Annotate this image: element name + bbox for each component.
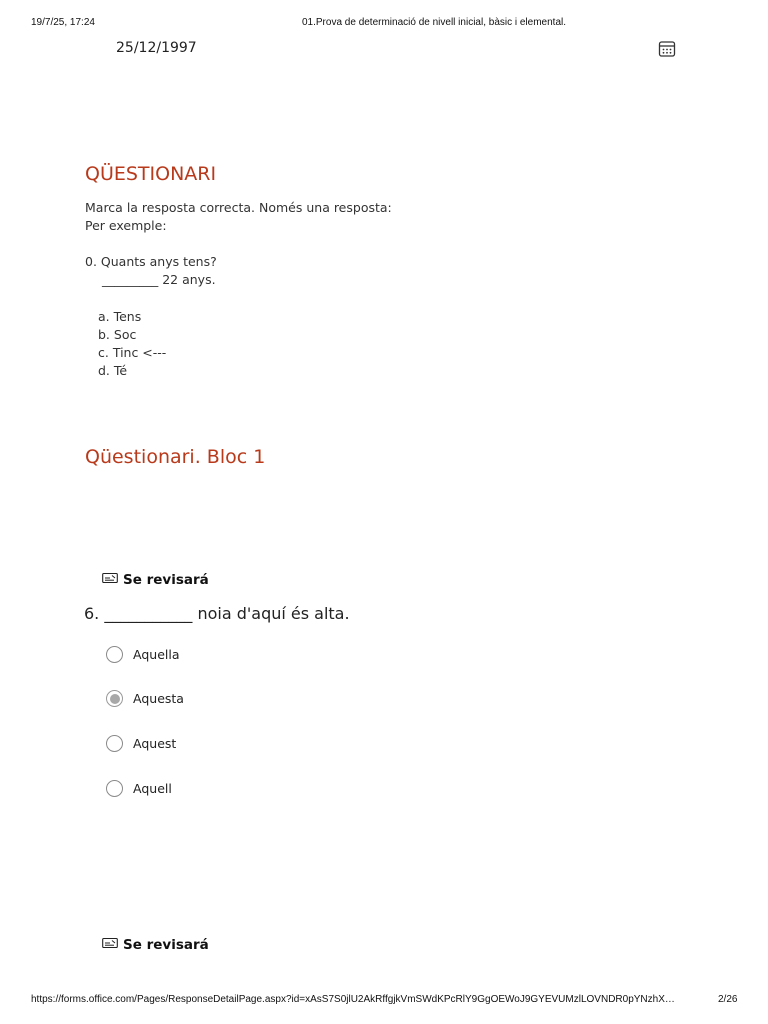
review-icon bbox=[102, 937, 118, 953]
radio-button[interactable] bbox=[106, 735, 123, 752]
choice-option[interactable] bbox=[106, 646, 179, 663]
footer-url: https://forms.office.com/Pages/ResponseDetailPage.aspx?id=xAsS7S0jlU2AkRffgjkVmSWdKPcRlY9GgOEWoJ9GYEVUMzlLOVNDR0pYNzhX… bbox=[31, 994, 675, 1005]
radio-button-selected[interactable] bbox=[106, 690, 123, 707]
review-badge bbox=[102, 937, 209, 953]
choice-option[interactable] bbox=[106, 780, 172, 797]
example-label: Per exemple: bbox=[85, 218, 167, 233]
print-datetime: 19/7/25, 17:24 bbox=[31, 17, 95, 28]
radio-button[interactable] bbox=[106, 646, 123, 663]
calendar-icon[interactable] bbox=[658, 40, 676, 58]
review-badge bbox=[102, 572, 209, 588]
example-question: 0. Quants anys tens? bbox=[85, 254, 217, 269]
example-option: c. Tinc <--- bbox=[98, 345, 167, 360]
questionnaire-title: QÜESTIONARI bbox=[85, 163, 217, 185]
instruction-text: Marca la resposta correcta. Només una resposta: bbox=[85, 200, 392, 215]
review-icon bbox=[102, 572, 118, 588]
example-option: b. Soc bbox=[98, 327, 137, 342]
choice-option[interactable] bbox=[106, 690, 184, 707]
bloc-title: Qüestionari. Bloc 1 bbox=[85, 446, 266, 468]
question-6-text: 6. ___________ noia d'aquí és alta. bbox=[84, 604, 350, 623]
choice-label: Aquesta bbox=[133, 691, 184, 706]
example-option: d. Té bbox=[98, 363, 128, 378]
print-page-title: 01.Prova de determinació de nivell inicial, bàsic i elemental. bbox=[301, 17, 567, 28]
footer-page-number: 2/26 bbox=[718, 994, 738, 1005]
choice-option[interactable] bbox=[106, 735, 176, 752]
choice-label: Aquella bbox=[133, 647, 180, 662]
choice-label: Aquell bbox=[133, 781, 172, 796]
radio-button[interactable] bbox=[106, 780, 123, 797]
review-badge-label: Se revisará bbox=[123, 937, 209, 953]
review-badge-label: Se revisará bbox=[123, 572, 209, 588]
example-blank: _________ 22 anys. bbox=[102, 272, 216, 287]
example-option: a. Tens bbox=[98, 309, 142, 324]
choice-label: Aquest bbox=[133, 736, 177, 751]
date-field-value[interactable]: 25/12/1997 bbox=[116, 40, 197, 56]
